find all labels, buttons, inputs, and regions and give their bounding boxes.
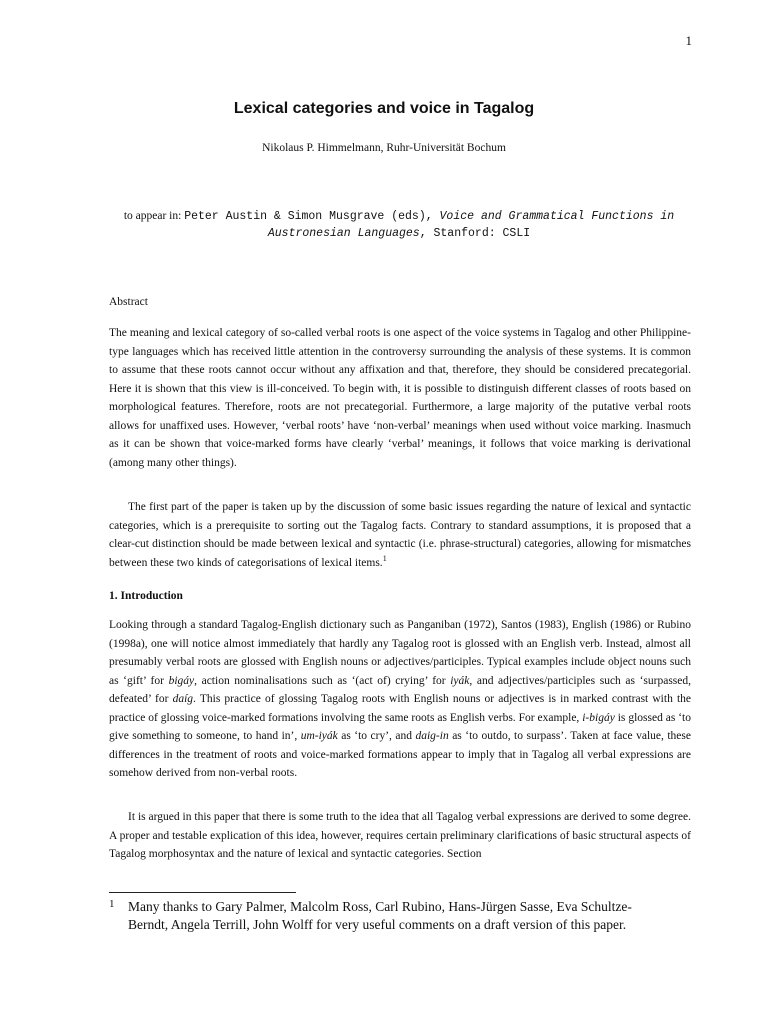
intro-text-segment: as ‘to outdo, to surpass’. Taken at face value, these differences in the treatment of roots and voice-marked formations appear to imply that in Tagalog all verbal expressions are somehow derived from non-verbal roots. — [109, 730, 691, 779]
abstract-paragraph-2 — [109, 498, 691, 572]
abstract-paragraph-1 — [109, 324, 691, 472]
intro-text-segment: as ‘to cry’, and — [337, 730, 416, 742]
tagalog-word: um-iyák — [300, 730, 338, 742]
footnote-reference[interactable]: 1 — [382, 553, 387, 563]
intro-text-1 — [109, 616, 691, 783]
page-number: 1 — [685, 33, 692, 48]
intro-text-segment: , and adjectives/participles such as ‘surpassed, defeated’ for — [109, 674, 691, 705]
section-heading: 1. Introduction — [109, 590, 183, 602]
intro-text-segment: , action nominalisations such as ‘(act of) crying’ for — [194, 674, 451, 687]
tagalog-word: bigáy — [168, 674, 195, 687]
intro-text-2: It is argued in this paper that there is some truth to the idea that all Tagalog verbal expressions are derived to some degree. A proper and testable explication of this idea, however, requires certain preliminary clarifications of basic structural aspects of Tagalog morphosyntax and the nature of lexical and syntactic categories. Section — [109, 811, 691, 860]
intro-text-segment: . This practice of glossing Tagalog roots with English nouns or adjectives is in marked contrast with the practice of glossing voice-marked formations involving the same roots as English verbs. For example, — [109, 693, 691, 724]
footnote-mark: 1 — [109, 898, 115, 910]
footnote-text: Many thanks to Gary Palmer, Malcolm Ross, Carl Rubino, Hans-Jürgen Sasse, Eva Schultze-Berndt, Angela Terrill, John Wolff for very useful comments on a draft version of this paper. — [128, 899, 632, 932]
abstract-text-2-content: The first part of the paper is taken up by the discussion of some basic issues regarding the nature of lexical and syntactic categories, which is a prerequisite to sorting out the Tagalog facts. Contrary to standard assumptions, it is proposed that a clear-cut distinction should be made between lexical and syntactic (i.e. phrase-structural) categories, allowing for mismatches between these two kinds of categorisations of lexical items. — [109, 501, 691, 569]
footnote-separator — [109, 892, 296, 893]
author-line: Nikolaus P. Himmelmann, Ruhr-Universität Bochum — [262, 142, 506, 154]
intro-text-segment: Looking through a standard Tagalog-English dictionary such as Panganiban (1972), Santos (1983), English (1986) or Rubino (1998a), one will notice almost immediately that hardly any Tagalog root is glossed with an English verb. Instead, almost all presumably verbal roots are glossed with English nouns or adjectives/participles. Typical examples include object nouns such as ‘gift’ for — [109, 619, 691, 687]
tagalog-word: daig-in — [415, 730, 449, 742]
intro-paragraph-2 — [109, 808, 691, 864]
publication-editors: Peter Austin & Simon Musgrave (eds), — [184, 210, 440, 223]
publication-publisher: , Stanford: CSLI — [419, 227, 531, 240]
abstract-heading: Abstract — [109, 296, 148, 308]
paper-title: Lexical categories and voice in Tagalog — [233, 100, 535, 117]
publication-note — [110, 208, 688, 242]
publication-prefix: to appear in: — [123, 210, 185, 222]
abstract-text-2 — [109, 498, 691, 572]
abstract-text-1: The meaning and lexical category of so-called verbal roots is one aspect of the voice systems in Tagalog and other Philippine-type languages which has received little attention in the controversy surrounding the analysis of these systems. It is common to assume that these roots cannot occur without any affixation and that, therefore, they should be considered precategorial. Here it is shown that this view is ill-conceived. To begin with, it is possible to distinguish different classes of roots based on morphological features. Therefore, roots are not precategorial. Furthermore, a large majority of the putative verbal roots allows for unaffixed uses. However, ‘verbal roots’ have ‘non-verbal’ meanings when used without voice marking. Inasmuch as it can be shown that voice-marked forms have clearly ‘verbal’ meanings, it follows that voice marking is derivational (among many other things). — [109, 327, 691, 469]
intro-paragraph-1 — [109, 616, 691, 783]
tagalog-word: daíg — [172, 693, 194, 705]
tagalog-word: iyák — [450, 674, 470, 687]
tagalog-word: i-bigáy — [582, 711, 615, 724]
publication-book-title: Voice and Grammatical Functions in Austronesian Languages — [267, 210, 675, 240]
intro-text-segment: is glossed as ‘to give something to someone, to hand in’, — [109, 711, 691, 742]
